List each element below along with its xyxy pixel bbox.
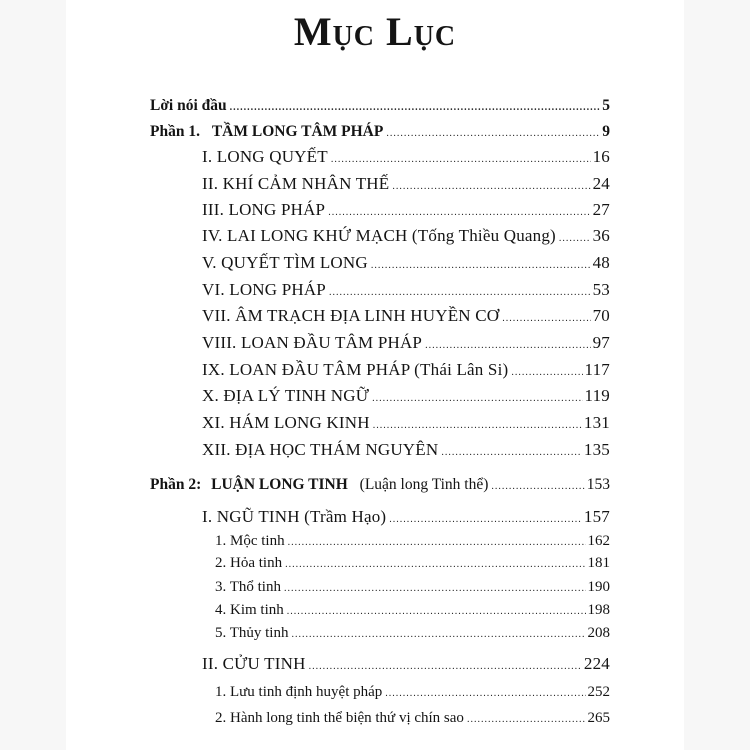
leader-dots <box>285 553 585 577</box>
toc-page-number: 119 <box>584 386 610 405</box>
toc-entry-label: IX. LOAN ĐẦU TÂM PHÁP (Thái Lân Si) <box>202 360 509 379</box>
leader-dots <box>425 334 591 358</box>
toc-entry-label: IV. LAI LONG KHỨ MẠCH (Tống Thiều Quang) <box>202 226 556 245</box>
toc-page-number: 157 <box>583 507 610 526</box>
part-title: LUẬN LONG TINH <box>211 476 348 493</box>
toc-entry-label: 3. Thổ tinh <box>215 579 281 595</box>
toc-entry[interactable] <box>202 251 610 275</box>
part-subtitle: (Luận long Tinh thể) <box>359 476 489 493</box>
part-number: Phần 2: <box>150 476 202 493</box>
leader-dots <box>491 475 584 499</box>
toc-entry[interactable] <box>202 411 610 435</box>
toc-page-number: 135 <box>583 440 610 459</box>
leader-dots <box>502 307 590 331</box>
toc-entry-label: VI. LONG PHÁP <box>202 280 326 299</box>
toc-page-number: 5 <box>602 97 610 114</box>
toc-entry-label: X. ĐỊA LÝ TINH NGỮ <box>202 386 370 405</box>
toc-subentry[interactable] <box>215 529 610 553</box>
toc-entry[interactable] <box>202 198 610 222</box>
toc-subentry[interactable] <box>215 706 610 730</box>
leader-dots <box>331 148 591 172</box>
toc-page-number: 27 <box>592 200 610 219</box>
toc-page-number: 153 <box>586 476 610 493</box>
leader-dots <box>511 361 582 385</box>
toc-entry[interactable] <box>202 304 610 328</box>
toc-entry[interactable] <box>202 438 610 462</box>
toc-subentry[interactable] <box>215 621 610 645</box>
leader-dots <box>392 175 590 199</box>
toc-entry-label: 1. Lưu tinh định huyệt pháp <box>215 684 383 700</box>
leader-dots <box>373 414 582 438</box>
toc-page-number: 252 <box>587 684 610 700</box>
toc-entry-label: 2. Hỏa tinh <box>215 555 283 571</box>
page-title: Mục Lục <box>293 9 457 54</box>
toc-subentry[interactable] <box>215 598 610 622</box>
leader-dots <box>371 254 591 278</box>
toc-page-number: 131 <box>583 413 610 432</box>
toc-entry-label: VII. ÂM TRẠCH ĐỊA LINH HUYỀN CƠ <box>202 306 500 325</box>
part-number: Phần 1. <box>150 123 200 140</box>
toc-page-number: 224 <box>583 654 610 673</box>
toc-page-number: 9 <box>602 123 610 140</box>
toc-page-number: 265 <box>587 710 610 726</box>
toc-subentry[interactable] <box>215 551 610 575</box>
toc-entry-label: I. NGŨ TINH (Trầm Hạo) <box>202 507 387 526</box>
toc-page-number: 36 <box>592 226 610 245</box>
toc-page-number: 181 <box>587 555 610 571</box>
toc-entry-label: V. QUYẾT TÌM LONG <box>202 253 368 272</box>
toc-entry[interactable] <box>202 172 610 196</box>
toc-entry-label: 1. Mộc tinh <box>215 533 285 549</box>
part-title: TẦM LONG TÂM PHÁP <box>211 123 384 140</box>
toc-entry-label: XI. HÁM LONG KINH <box>202 413 370 432</box>
toc-entry-label: 5. Thủy tinh <box>215 625 289 641</box>
toc-entry-label: XII. ĐỊA HỌC THÁM NGUYÊN <box>202 440 439 459</box>
toc-page-number: 24 <box>592 174 610 193</box>
leader-dots <box>309 655 582 679</box>
toc-entry-label: II. KHÍ CẢM NHÂN THẾ <box>202 174 390 193</box>
toc-section-1[interactable] <box>202 505 610 529</box>
toc-page-number: 70 <box>592 306 610 325</box>
toc-page-number: 198 <box>587 602 610 618</box>
toc-part-1[interactable] <box>150 120 610 144</box>
toc-subentry[interactable] <box>215 575 610 599</box>
toc-entry[interactable] <box>202 358 610 382</box>
toc-subentry[interactable] <box>215 680 610 704</box>
toc-entry-label: VIII. LOAN ĐẦU TÂM PHÁP <box>202 333 423 352</box>
toc-page-number: 208 <box>587 625 610 641</box>
toc-entry[interactable] <box>202 145 610 169</box>
toc-entry-preface[interactable] <box>150 94 610 118</box>
leader-dots <box>372 387 582 411</box>
leader-dots <box>385 682 585 706</box>
toc-entry-label: 2. Hành long tinh thể biện thứ vị chín sao <box>215 710 464 726</box>
leader-dots <box>559 227 591 251</box>
leader-dots <box>291 623 585 647</box>
toc-entry-label: III. LONG PHÁP <box>202 200 326 219</box>
toc-entry[interactable] <box>202 384 610 408</box>
toc-page-number: 53 <box>592 280 610 299</box>
toc-entry-label: I. LONG QUYẾT <box>202 147 328 166</box>
toc-page-number: 117 <box>584 360 610 379</box>
toc-entry[interactable] <box>202 278 610 302</box>
leader-dots <box>328 201 590 225</box>
toc-entry-label: 4. Kim tinh <box>215 602 284 618</box>
toc-entry-label: Lời nói đầu <box>150 97 227 114</box>
toc-page-number: 162 <box>587 533 610 549</box>
leader-dots <box>441 441 582 465</box>
toc-page-number: 16 <box>592 147 610 166</box>
toc-page-number: 190 <box>587 579 610 595</box>
leader-dots <box>386 122 600 146</box>
leader-dots <box>467 708 586 732</box>
toc-entry-label: II. CỬU TINH <box>202 654 306 673</box>
leader-dots <box>230 96 601 120</box>
toc-part-2[interactable] <box>150 473 610 497</box>
toc-page-number: 48 <box>592 253 610 272</box>
toc-page-number: 97 <box>592 333 610 352</box>
leader-dots <box>329 281 591 305</box>
toc-entry[interactable] <box>202 224 610 248</box>
toc-entry[interactable] <box>202 331 610 355</box>
toc-section-2[interactable] <box>202 652 610 676</box>
